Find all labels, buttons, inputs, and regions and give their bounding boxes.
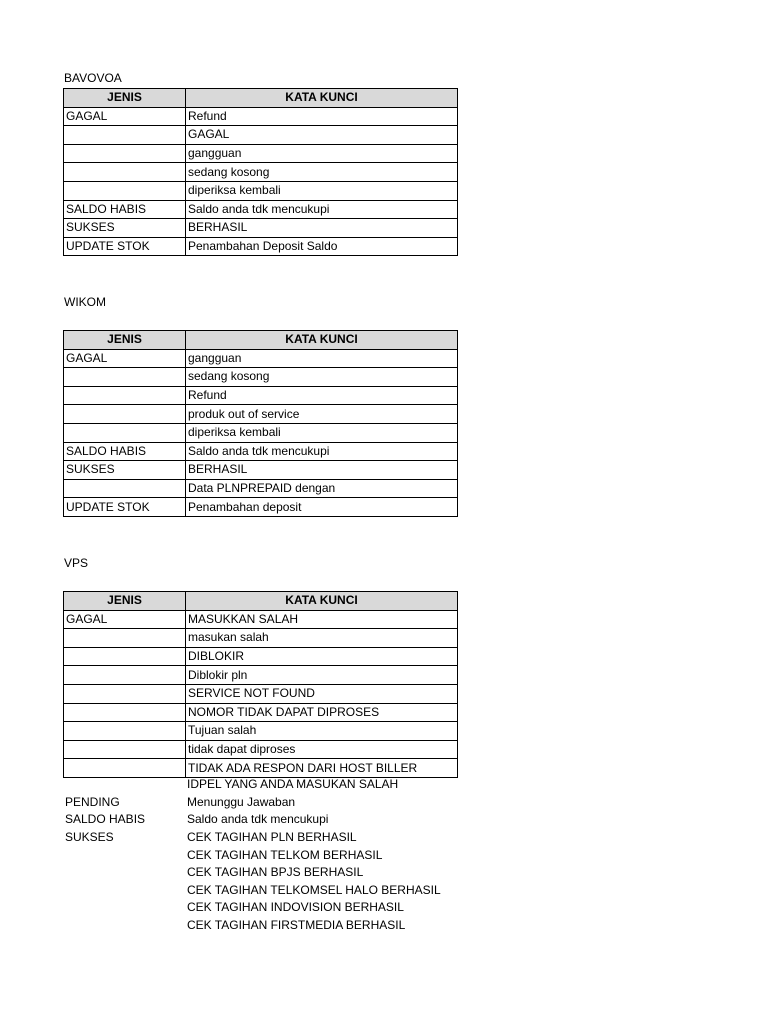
cell-kata-kunci: CEK TAGIHAN INDOVISION BERHASIL [187,900,404,915]
table-row [63,864,457,882]
table-row [63,794,457,812]
table-row [64,629,458,648]
keyword-list-vps-unbordered [63,776,457,934]
cell-jenis [64,722,186,741]
cell-jenis [64,386,186,405]
cell-jenis [64,423,186,442]
cell-jenis [64,666,186,685]
cell-jenis: SALDO HABIS [64,200,186,219]
cell-kata-kunci: BERHASIL [186,219,458,238]
cell-jenis [64,144,186,163]
cell-jenis: SUKSES [64,461,186,480]
cell-jenis [64,629,186,648]
table-row [64,759,458,778]
section-title-vps: VPS [64,556,89,570]
cell-kata-kunci: NOMOR TIDAK DAPAT DIPROSES [186,703,458,722]
cell-kata-kunci: BERHASIL [186,461,458,480]
table-row [64,181,458,200]
cell-jenis [63,882,185,900]
table-row [64,200,458,219]
table-row [64,722,458,741]
cell-kata-kunci: Diblokir pln [186,666,458,685]
table-row [64,423,458,442]
table-row [64,405,458,424]
column-header-kata-kunci: KATA KUNCI [186,331,458,350]
cell-kata-kunci: Penambahan Deposit Saldo [186,237,458,256]
table-row [63,776,457,794]
table-row [64,610,458,629]
keyword-table-bavovoa [63,88,458,256]
cell-jenis [64,405,186,424]
table-header-row [64,331,458,350]
cell-jenis [64,479,186,498]
cell-kata-kunci: gangguan [186,349,458,368]
cell-kata-kunci: produk out of service [186,405,458,424]
cell-kata-kunci: Penambahan deposit [186,498,458,517]
table-row [64,442,458,461]
table-row [64,647,458,666]
cell-kata-kunci: Data PLNPREPAID dengan [186,479,458,498]
cell-kata-kunci: MASUKKAN SALAH [186,610,458,629]
cell-kata-kunci: CEK TAGIHAN PLN BERHASIL [187,830,357,845]
cell-jenis [64,126,186,145]
cell-jenis [64,647,186,666]
cell-jenis: GAGAL [64,107,186,126]
section-title-bavovoa: BAVOVOA [64,71,122,85]
cell-kata-kunci: diperiksa kembali [186,181,458,200]
table-header-row [64,592,458,611]
cell-kata-kunci: CEK TAGIHAN FIRSTMEDIA BERHASIL [187,918,406,933]
cell-kata-kunci: Tujuan salah [186,722,458,741]
column-header-kata-kunci: KATA KUNCI [186,592,458,611]
cell-jenis: SUKSES [65,830,114,845]
table-row [64,144,458,163]
table-row [63,846,457,864]
cell-kata-kunci: Saldo anda tdk mencukupi [186,200,458,219]
cell-jenis [64,740,186,759]
cell-jenis [63,776,185,794]
cell-jenis [63,917,185,935]
cell-kata-kunci: Saldo anda tdk mencukupi [186,442,458,461]
cell-jenis [64,703,186,722]
cell-kata-kunci: CEK TAGIHAN BPJS BERHASIL [187,865,364,880]
table-row [64,237,458,256]
keyword-table-vps [63,591,458,778]
table-row [63,811,457,829]
cell-kata-kunci: CEK TAGIHAN TELKOMSEL HALO BERHASIL [187,882,441,897]
table-row [64,740,458,759]
cell-jenis: SALDO HABIS [65,812,146,827]
cell-kata-kunci: sedang kosong [186,368,458,387]
cell-kata-kunci: Refund [186,386,458,405]
cell-kata-kunci: diperiksa kembali [186,423,458,442]
table-row [63,917,457,935]
cell-jenis: GAGAL [64,349,186,368]
column-header-jenis: JENIS [64,592,186,611]
table-row [64,479,458,498]
cell-jenis: GAGAL [64,610,186,629]
column-header-kata-kunci: KATA KUNCI [186,89,458,108]
cell-jenis: UPDATE STOK [64,498,186,517]
table-row [64,163,458,182]
table-row [64,349,458,368]
cell-kata-kunci: gangguan [186,144,458,163]
cell-kata-kunci: Saldo anda tdk mencukupi [187,812,329,827]
cell-kata-kunci: GAGAL [186,126,458,145]
cell-jenis [64,684,186,703]
cell-jenis: SUKSES [64,219,186,238]
cell-jenis: SALDO HABIS [64,442,186,461]
table-row [64,219,458,238]
cell-jenis [64,759,186,778]
cell-kata-kunci: SERVICE NOT FOUND [186,684,458,703]
table-row [63,882,457,900]
table-row [64,666,458,685]
table-row [64,461,458,480]
cell-kata-kunci: Menunggu Jawaban [187,794,296,809]
cell-kata-kunci: CEK TAGIHAN TELKOM BERHASIL [187,847,383,862]
cell-kata-kunci: tidak dapat diproses [186,740,458,759]
cell-jenis [63,846,185,864]
table-row [64,107,458,126]
table-row [64,126,458,145]
table-row [64,498,458,517]
section-title-wikom: WIKOM [64,295,106,309]
cell-jenis [63,899,185,917]
cell-jenis: UPDATE STOK [64,237,186,256]
keyword-table-wikom [63,330,458,517]
cell-jenis [63,864,185,882]
cell-jenis [64,181,186,200]
cell-kata-kunci: masukan salah [186,629,458,648]
table-row [64,703,458,722]
column-header-jenis: JENIS [64,331,186,350]
table-row [64,386,458,405]
table-row [64,368,458,387]
table-row [64,684,458,703]
cell-kata-kunci: TIDAK ADA RESPON DARI HOST BILLER [186,759,458,778]
cell-kata-kunci: sedang kosong [186,163,458,182]
table-row [63,899,457,917]
cell-kata-kunci: Refund [186,107,458,126]
cell-kata-kunci: DIBLOKIR [186,647,458,666]
column-header-jenis: JENIS [64,89,186,108]
cell-jenis: PENDING [65,794,120,809]
cell-jenis [64,368,186,387]
cell-kata-kunci: IDPEL YANG ANDA MASUKAN SALAH [187,777,399,792]
cell-jenis [64,163,186,182]
table-header-row [64,89,458,108]
table-row [63,829,457,847]
